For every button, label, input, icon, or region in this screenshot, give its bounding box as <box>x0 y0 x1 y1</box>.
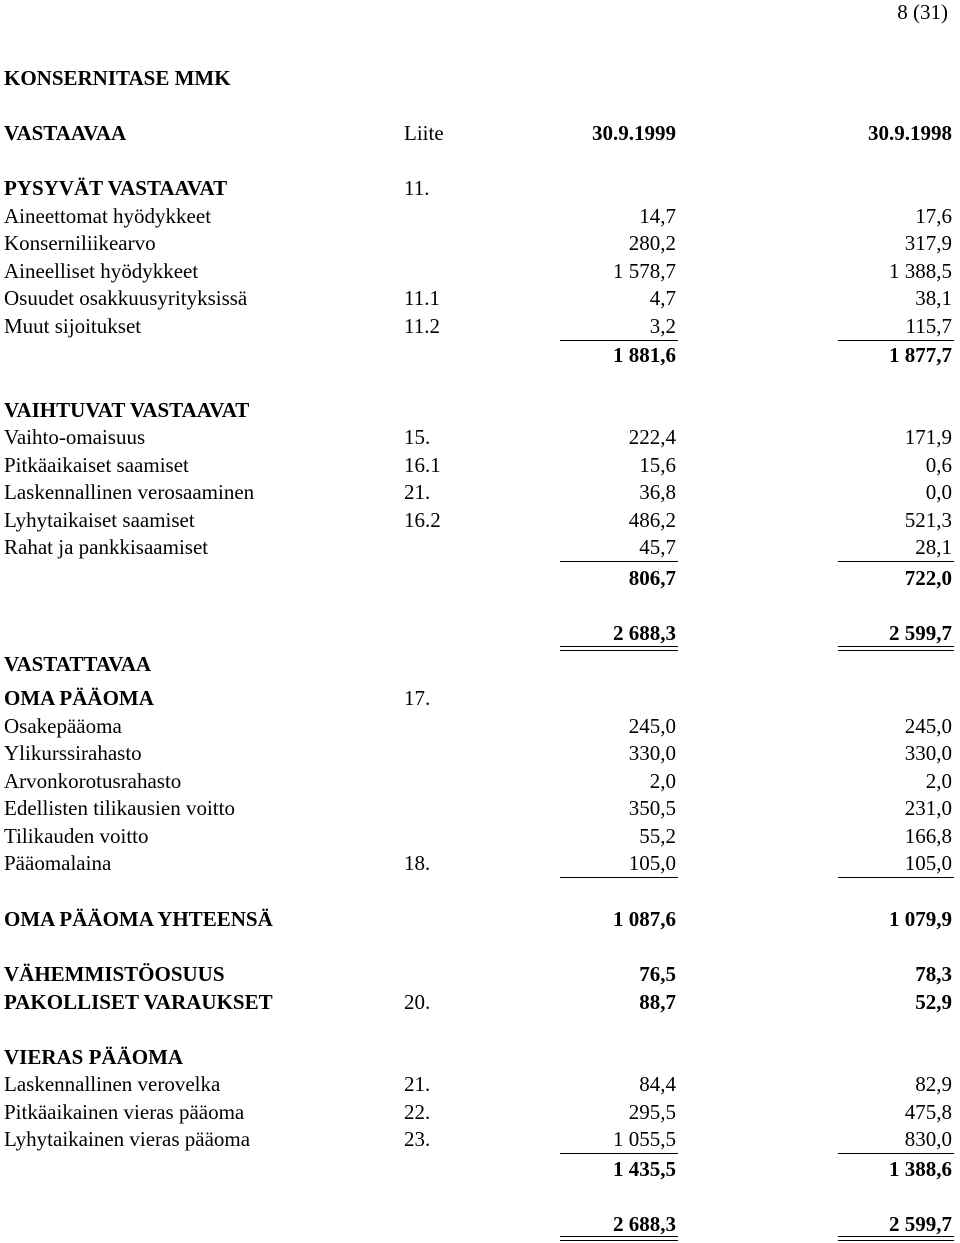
row-label: Laskennallinen verosaaminen <box>4 480 255 504</box>
row-note: 22. <box>404 1100 431 1124</box>
row-value-1999: 4,7 <box>649 286 676 310</box>
table-row <box>4 1127 952 1151</box>
row-label: VASTATTAVAA <box>4 652 152 676</box>
table-row <box>4 1045 952 1069</box>
column-header-1999: 30.9.1999 <box>592 121 676 145</box>
table-row <box>4 204 952 228</box>
row-value-1999: 2,0 <box>649 769 676 793</box>
subtotal-row <box>4 566 952 590</box>
total-row <box>4 1212 952 1236</box>
row-value-1998: 78,3 <box>915 962 952 986</box>
row-value-1998: 521,3 <box>904 508 952 532</box>
row-value-1999: 36,8 <box>639 480 676 504</box>
row-value-1998: 105,0 <box>904 851 952 875</box>
table-row <box>4 259 952 283</box>
row-value-1999: 280,2 <box>628 231 676 255</box>
row-value-1998: 28,1 <box>915 535 952 559</box>
row-value-1999: 486,2 <box>628 508 676 532</box>
row-value-1999: 15,6 <box>639 453 676 477</box>
table-row <box>4 535 952 559</box>
section-header-liabilities <box>4 652 952 676</box>
row-note: 16.2 <box>404 508 441 532</box>
row-note: 23. <box>404 1127 431 1151</box>
row-value-1999: 45,7 <box>639 535 676 559</box>
row-label: Rahat ja pankkisaamiset <box>4 535 209 559</box>
row-note: 11.1 <box>404 286 440 310</box>
subtotal-row <box>4 343 952 367</box>
row-value-1998: 231,0 <box>904 796 952 820</box>
subtotal-1998: 1 877,7 <box>889 343 952 367</box>
subtotal-rule <box>838 340 954 341</box>
row-value-1998: 830,0 <box>904 1127 952 1151</box>
row-note: 21. <box>404 480 431 504</box>
row-label: PYSYVÄT VASTAAVAT <box>4 176 228 200</box>
row-label: Aineelliset hyödykkeet <box>4 259 199 283</box>
row-note: 11. <box>404 176 430 200</box>
row-label: Lyhytaikaiset saamiset <box>4 508 195 532</box>
row-value-1999: 55,2 <box>639 824 676 848</box>
document-title <box>4 66 952 90</box>
row-note: 15. <box>404 425 431 449</box>
row-label: VÄHEMMISTÖOSUUS <box>4 962 225 986</box>
table-row <box>4 176 952 200</box>
row-value-1998: 475,8 <box>904 1100 952 1124</box>
row-value-1998: 171,9 <box>904 425 952 449</box>
column-header-1998: 30.9.1998 <box>868 121 952 145</box>
subtotal-rule <box>560 1153 678 1154</box>
table-row <box>4 907 952 931</box>
subtotal-1999: 806,7 <box>628 566 676 590</box>
row-value-1999: 14,7 <box>639 204 676 228</box>
row-value-1999: 1 578,7 <box>613 259 676 283</box>
row-label: Arvonkorotusrahasto <box>4 769 182 793</box>
total-assets-1998: 2 599,7 <box>889 621 952 645</box>
table-row <box>4 398 952 422</box>
row-label: Pitkäaikaiset saamiset <box>4 453 189 477</box>
table-row <box>4 425 952 449</box>
table-row <box>4 824 952 848</box>
row-label: Osakepääoma <box>4 714 122 738</box>
row-label: VAIHTUVAT VASTAAVAT <box>4 398 250 422</box>
row-value-1998: 330,0 <box>904 741 952 765</box>
row-value-1998: 0,0 <box>925 480 952 504</box>
subtotal-rule <box>560 877 678 878</box>
row-label: OMA PÄÄOMA YHTEENSÄ <box>4 907 273 931</box>
subtotal-rule <box>560 561 678 562</box>
row-value-1999: 76,5 <box>639 962 676 986</box>
table-row <box>4 851 952 875</box>
row-label: Lyhytaikainen vieras pääoma <box>4 1127 251 1151</box>
row-label: VIERAS PÄÄOMA <box>4 1045 184 1069</box>
subtotal-1998: 722,0 <box>904 566 952 590</box>
row-note: 21. <box>404 1072 431 1096</box>
row-value-1999: 105,0 <box>628 851 676 875</box>
row-value-1998: 52,9 <box>915 990 952 1014</box>
row-label: Osuudet osakkuusyrityksissä <box>4 286 248 310</box>
row-label: Konserniliikearvo <box>4 231 156 255</box>
row-note: 17. <box>404 686 431 710</box>
row-value-1999: 295,5 <box>628 1100 676 1124</box>
row-value-1999: 1 087,6 <box>613 907 676 931</box>
subtotal-rule <box>838 1153 954 1154</box>
row-value-1999: 222,4 <box>628 425 676 449</box>
subtotal-rule <box>560 340 678 341</box>
total-liabilities-1998: 2 599,7 <box>889 1212 952 1236</box>
subtotal-1999: 1 881,6 <box>613 343 676 367</box>
row-value-1999: 245,0 <box>628 714 676 738</box>
row-value-1999: 330,0 <box>628 741 676 765</box>
row-value-1998: 17,6 <box>915 204 952 228</box>
note-column-header: Liite <box>404 121 444 145</box>
table-row <box>4 314 952 338</box>
subtotal-rule <box>838 877 954 878</box>
row-label: Aineettomat hyödykkeet <box>4 204 212 228</box>
row-label: Laskennallinen verovelka <box>4 1072 221 1096</box>
table-row <box>4 796 952 820</box>
row-label: Pitkäaikainen vieras pääoma <box>4 1100 245 1124</box>
row-label: Tilikauden voitto <box>4 824 149 848</box>
row-label: OMA PÄÄOMA <box>4 686 154 710</box>
subtotal-row <box>4 1157 952 1181</box>
table-row <box>4 962 952 986</box>
row-value-1998: 82,9 <box>915 1072 952 1096</box>
table-row <box>4 480 952 504</box>
total-liabilities-1999: 2 688,3 <box>613 1212 676 1236</box>
table-row <box>4 231 952 255</box>
column-header-row <box>4 121 952 145</box>
section-label-assets: VASTAAVAA <box>4 121 127 145</box>
row-value-1999: 88,7 <box>639 990 676 1014</box>
title-text: KONSERNITASE MMK <box>4 66 231 90</box>
row-value-1998: 1 079,9 <box>889 907 952 931</box>
row-value-1998: 2,0 <box>925 769 952 793</box>
total-assets-1999: 2 688,3 <box>613 621 676 645</box>
table-row <box>4 714 952 738</box>
page-number: 8 (31) <box>897 0 948 24</box>
row-value-1999: 3,2 <box>649 314 676 338</box>
table-row <box>4 741 952 765</box>
table-row <box>4 508 952 532</box>
table-row <box>4 990 952 1014</box>
row-value-1998: 115,7 <box>905 314 952 338</box>
total-double-rule <box>560 1236 678 1241</box>
row-value-1998: 317,9 <box>904 231 952 255</box>
table-row <box>4 1100 952 1124</box>
total-double-rule <box>838 646 954 651</box>
subtotal-1998: 1 388,6 <box>889 1157 952 1181</box>
row-value-1998: 245,0 <box>904 714 952 738</box>
total-double-rule <box>560 646 678 651</box>
row-label: Ylikurssirahasto <box>4 741 142 765</box>
row-value-1998: 38,1 <box>915 286 952 310</box>
row-value-1998: 1 388,5 <box>889 259 952 283</box>
subtotal-rule <box>838 561 954 562</box>
total-double-rule <box>838 1236 954 1241</box>
table-row <box>4 286 952 310</box>
row-label: PAKOLLISET VARAUKSET <box>4 990 273 1014</box>
row-value-1999: 1 055,5 <box>613 1127 676 1151</box>
row-note: 18. <box>404 851 431 875</box>
row-note: 11.2 <box>404 314 440 338</box>
row-note: 20. <box>404 990 431 1014</box>
row-label: Muut sijoitukset <box>4 314 142 338</box>
table-row <box>4 453 952 477</box>
row-note: 16.1 <box>404 453 441 477</box>
table-row <box>4 769 952 793</box>
total-row <box>4 621 952 645</box>
row-value-1998: 0,6 <box>925 453 952 477</box>
row-label: Vaihto-omaisuus <box>4 425 146 449</box>
row-value-1999: 84,4 <box>639 1072 676 1096</box>
table-row <box>4 1072 952 1096</box>
row-value-1999: 350,5 <box>628 796 676 820</box>
subtotal-1999: 1 435,5 <box>613 1157 676 1181</box>
row-label: Pääomalaina <box>4 851 112 875</box>
table-row <box>4 686 952 710</box>
row-value-1998: 166,8 <box>904 824 952 848</box>
row-label: Edellisten tilikausien voitto <box>4 796 235 820</box>
